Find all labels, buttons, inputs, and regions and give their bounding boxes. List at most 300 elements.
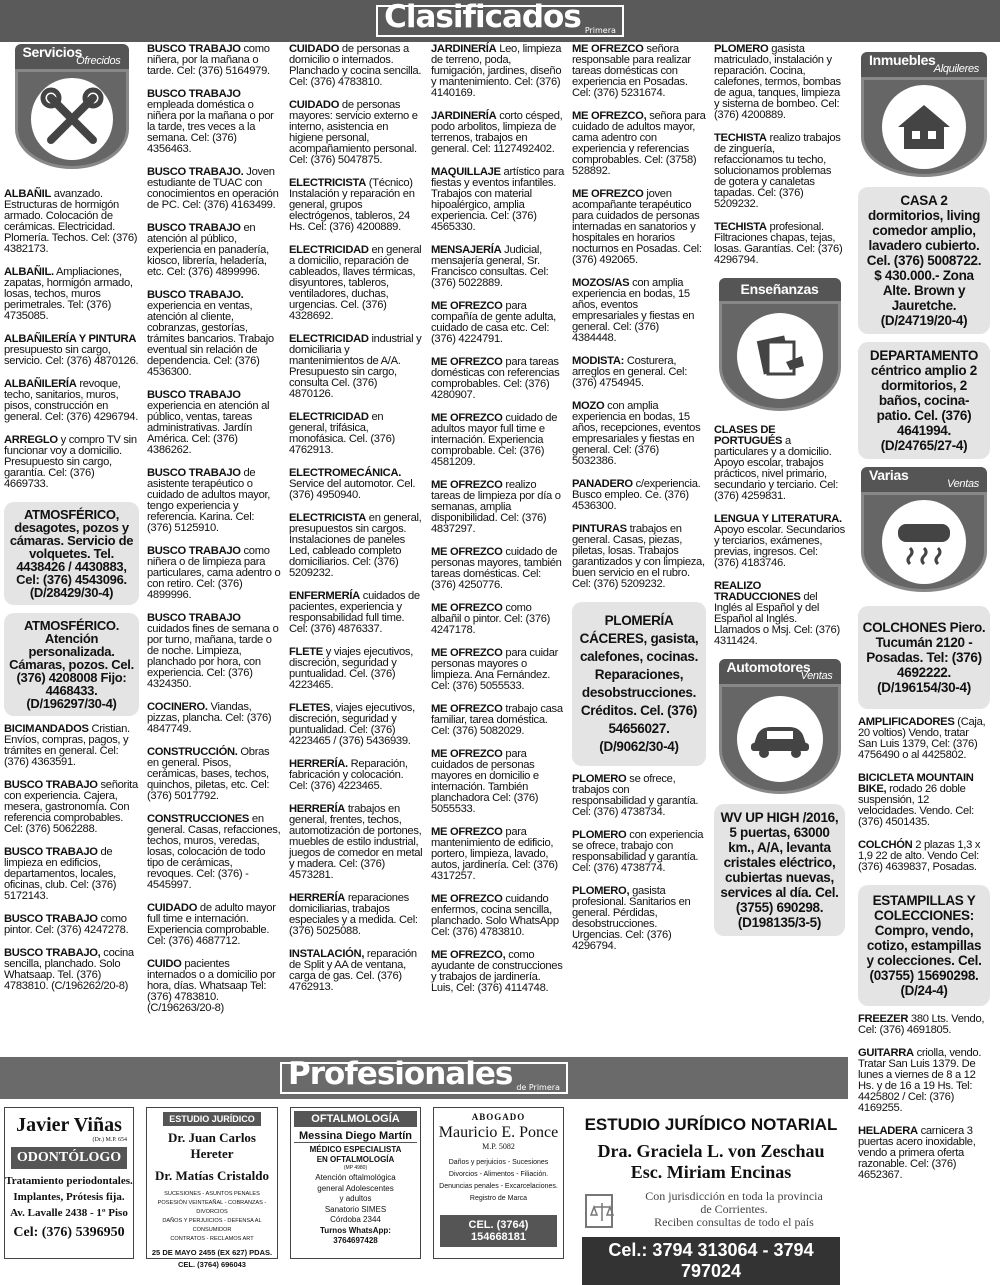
- classified-ad: [289, 178, 423, 233]
- inmuebles-badge: [861, 52, 987, 177]
- ad-heading: ALBAÑILERÍA: [4, 378, 77, 390]
- ad-body: señora responsable para realizar tareas domésticas con experiencia en Posadas. Cel: (376) 5231674.: [572, 43, 691, 99]
- classified-ad: [147, 167, 281, 211]
- ads-list: [4, 724, 139, 992]
- ad-heading: CUIDADO: [289, 99, 340, 111]
- prof-header: ABOGADO: [471, 1112, 526, 1122]
- ad-body: pacientes internados o a domicilio por hora, días. Whatsaap Tel: (376) 4783810. (C/196263/20-8): [147, 958, 276, 1014]
- ad-body: de limpieza en edificios, departamentos, locales, oficinas, club. Cel: (376) 5172143.: [4, 846, 117, 902]
- classified-ad: [147, 44, 281, 77]
- classified-ad: [431, 413, 564, 468]
- prof-line: Córdoba 2344: [330, 1215, 381, 1224]
- ad-body: y compro TV sin funcionar voy a domicilio. Presupuesto sin cargo, garantía. Cel: (376) 4669733.: [4, 434, 137, 490]
- classified-ad: [431, 44, 564, 99]
- ad-heading: CONSTRUCCIÓN.: [147, 746, 238, 758]
- ad-body: en general, trifásica, monofásica. Cel. (376) 4762913.: [289, 411, 395, 456]
- ad-body: Service del automotor. Cel. (376) 4950940.: [289, 478, 416, 501]
- ad-body: reparaciones domiciliarias, trabajos especiales y a medida. Cel: (376) 5025088.: [289, 892, 418, 937]
- prof-phone: Cel.: 3794 313064 - 3794 797024: [582, 1237, 840, 1285]
- ad-body: revoque, techo, sanitarios, muros, pisos, construcción en general. Cel: (376) 4296794.: [4, 378, 139, 423]
- prof-card-abogado: [433, 1107, 564, 1259]
- ad-heading: HELADERA: [858, 1125, 918, 1137]
- ad-heading: ME OFREZCO,: [572, 110, 647, 122]
- ad-body: Obras en general. Pisos, cerámicas, bases, techos, quinchos, piletas, etc. Cel: (376) 5017792.: [147, 746, 270, 802]
- prof-header: ESTUDIO JURÍDICO NOTARIAL: [584, 1115, 838, 1134]
- ad-heading: JARDINERÍA: [431, 43, 497, 55]
- automotores-badge: [719, 659, 841, 794]
- prof-name: Javier Viñas: [16, 1114, 122, 1136]
- ad-heading: BUSCO TRABAJO,: [4, 947, 101, 959]
- ad-body: Leo, limpieza de terreno, poda, fumigación, jardines, diseño y mantenimiento. Cel: (376) 4140169.: [431, 43, 562, 99]
- prof-registration: (MP 4980): [343, 1165, 368, 1171]
- ads-list: [289, 44, 423, 993]
- prof-phone: Cel: (376) 5396950: [13, 1225, 125, 1240]
- classified-ad: [147, 814, 281, 891]
- ad-heading: CUIDADO: [289, 43, 340, 55]
- ad-heading: FREEZER: [858, 1013, 909, 1025]
- prof-line: y adultos: [339, 1194, 372, 1203]
- ad-body: cuidado de adultos mayor full time e internación. Experiencia comprobable. Cel: (376) 4581209.: [431, 412, 558, 468]
- prof-name: Mauricio E. Ponce: [438, 1124, 559, 1141]
- ad-body: de personas mayores: servicio externo e interno, asistencia en higiene personal, acompañamiento personal. Cel: (376) 5047875.: [289, 99, 418, 166]
- classified-ad: [289, 334, 423, 400]
- classified-ad: [431, 704, 564, 737]
- servicios-badge: [15, 44, 129, 169]
- prof-line: MÉDICO ESPECIALISTA: [309, 1145, 402, 1154]
- prof-line: Reciben consultas de todo el país: [654, 1214, 814, 1229]
- classified-ad: [289, 412, 423, 456]
- ad-heading: ARREGLO: [4, 434, 58, 446]
- ad-heading: LENGUA Y LITERATURA.: [714, 513, 842, 525]
- prof-title: ODONTÓLOGO: [11, 1147, 127, 1169]
- ad-body: a particulares y a domicilio. Apoyo escolar, trabajos prácticos, nivel primario, secundario y terciario. Cel: (376) 4259831.: [714, 435, 839, 502]
- ad-body: avanzado. Estructuras de hormigón armado. Colocación de cerámicas. Electricidad. Plomería. Techos. Cel: (376) 4382173.: [4, 188, 138, 255]
- classified-ad: [289, 759, 423, 792]
- section-title: Clasificados: [384, 0, 581, 35]
- ad-heading: ME OFREZCO: [431, 546, 503, 558]
- ad-heading: ALBAÑILERÍA Y PINTURA: [4, 333, 137, 345]
- ads-list: [858, 1014, 990, 1181]
- classified-ad: [4, 334, 139, 367]
- ad-body: de asistente terapéutico o cuidado de adultos mayor, tengo experiencia y referencia. Karina. Cel: (376) 5125910.: [147, 467, 271, 534]
- classified-ad: [147, 546, 281, 601]
- ad-body: Cristian. Envíos, compras, pagos, y trámites en general. Cel: (376) 4363591.: [4, 723, 130, 768]
- ad-heading: ME OFREZCO: [431, 412, 503, 424]
- prof-phone: CEL. (3764) 154668181: [440, 1215, 557, 1247]
- classified-ad: [572, 524, 706, 590]
- ad-body: como pintor. Cel: (376) 4247278.: [4, 913, 129, 936]
- varias-badge: [861, 467, 987, 592]
- ad-heading: ME OFREZCO: [431, 647, 503, 659]
- classified-ad: [431, 480, 564, 535]
- profesionales-title-frame: [280, 1056, 568, 1094]
- ad-body: profesional. Filtraciones chapas, tejas, losas. Garantías. Cel: (376) 4296794.: [714, 221, 843, 266]
- classified-ad: [714, 222, 845, 266]
- classified-ad: [572, 830, 706, 874]
- ad-heading: COCINERO.: [147, 701, 208, 713]
- ad-heading: REALIZO TRADUCCIONES: [714, 580, 801, 603]
- classified-ad: [4, 724, 139, 768]
- ad-heading: GUITARRA: [858, 1047, 914, 1059]
- ad-body: de personas a domicilio o internados. Planchado y cocina sencilla. Cel: (376) 4783810.: [289, 43, 422, 88]
- ad-body: en general. Casas, refacciones, techos, muros, veredas, losas, colocación de todo tipo de cerámicas, revoques. Cel: (376) - 4545997.: [147, 813, 281, 891]
- ad-body: Reparación, fabricación y colocación. Cel: (376) 4223465.: [289, 758, 408, 792]
- ad-body: de adulto mayor full time e internación. Experiencia comprobable. Cel: (376) 4687712.: [147, 902, 276, 947]
- classified-ad: [289, 245, 423, 322]
- ad-body: experiencia en atención al público, ventas, tareas administrativas. Jardín América. Cel: (376) 4386262.: [147, 400, 270, 456]
- classified-ad: [714, 514, 845, 569]
- ad-body: como niñera o de limpieza para particulares, cama adentro o con retiro. Cel: (376) 4899996.: [147, 545, 281, 601]
- ad-body: rodado 26 doble suspensión, 12 velocidades. Vendo. Cel: (376) 4501435.: [858, 783, 974, 828]
- ad-body: realizo trabajos de zinguería, refaccionamos tu techo, solucionamos problemas de gotera y canaletas tapadas. Cel: (376) 5209232.: [714, 132, 841, 210]
- ad-heading: TECHISTA: [714, 132, 767, 144]
- ad-heading: HERRERÍA.: [289, 758, 348, 770]
- header-band: [0, 0, 1000, 42]
- classified-ad: [431, 749, 564, 815]
- column-5: [572, 44, 706, 964]
- classified-ad: [431, 603, 564, 636]
- classified-ad: [714, 44, 845, 121]
- classified-ad: [431, 648, 564, 692]
- classified-ad: [572, 356, 706, 389]
- classified-ad: [147, 959, 281, 1014]
- prof-line: Con jurisdicción en toda la provincia: [645, 1188, 823, 1203]
- ad-body: con amplia experiencia en bodas, 15 años, recepciones, eventos empresariales y fiestas en general. Cel: (376) 5032386.: [572, 400, 701, 467]
- ad-heading: ELECTROMECÁNICA.: [289, 467, 402, 479]
- profesionales-band: [0, 1057, 848, 1099]
- prof-line: Atención oftalmológica: [315, 1173, 396, 1182]
- ad-heading: PLOMERO: [714, 43, 769, 55]
- ad-heading: BUSCO TRABAJO: [4, 779, 98, 791]
- classified-ad: [431, 894, 564, 938]
- badge-tab: Enseñanzas: [719, 278, 841, 301]
- badge-tab: Inmuebles Alquileres: [861, 52, 987, 77]
- house-icon: [861, 77, 987, 177]
- ad-heading: COLCHÓN: [858, 839, 913, 851]
- prof-line: Sanatorio SIMES: [324, 1204, 387, 1214]
- prof-registration: M.P. 5082: [482, 1142, 515, 1151]
- classified-ad: [147, 223, 281, 278]
- column-1: [4, 44, 139, 1004]
- ad-body: Apoyo escolar. Secundarios y terciarios, exámenes, previas, ingresos. Cel: (376) 4183746.: [714, 524, 845, 569]
- ad-body: Costurera, arreglos en general. Cel: (376) 4754945.: [572, 355, 688, 389]
- prof-name: Dra. Graciela L. von Zeschau: [597, 1141, 825, 1161]
- ad-body: c/experiencia. Busco empleo. Ce. (376) 4536300.: [572, 478, 701, 512]
- ad-body: gasista matriculado, instalación y reparación. Cocina, calefones, termos, bombas de agua, tanques, limpieza y sisterna de bombeo. Cel: (376) 4200889.: [714, 43, 841, 121]
- classified-ad: [4, 435, 139, 490]
- ad-heading: ME OFREZCO: [431, 356, 503, 368]
- ad-body: corto césped, podo arbolitos, limpieza de terrenos, trabajos en general. Cel: 1127492402.: [431, 110, 563, 155]
- prof-card-estudio-juridico: [146, 1107, 278, 1269]
- ad-body: cuidados fines de semana o por turno, mañana, tarde o de noche. Limpieza, planchado por hora, con experiencia. Cel: (376) 4324350.: [147, 623, 279, 690]
- ad-heading: BUSCO TRABAJO: [147, 389, 241, 401]
- ad-heading: ELECTRICISTA: [289, 177, 366, 189]
- ad-body: con amplia experiencia en bodas, 15 años, eventos empresariales y fiestas en general. Cel: (376) 4384448.: [572, 277, 695, 344]
- ad-body: Judicial, mensajería general, Sr. Francisco consultas. Cel: (376) 5022889.: [431, 244, 549, 289]
- ad-body: y viajes ejecutivos, discreción, seguridad y puntualidad. Cel. (376) 4223465.: [289, 646, 414, 691]
- ad-body: señorita con experiencia. Cajera, mesera, gastronomía. Con referencia comprobables. Cel: (376) 5062288.: [4, 779, 138, 835]
- ad-body: experiencia en ventas, atención al cliente, cobranzas, gestorías, trámites bancarios. Trabajo eventual sin relación de dependencia. Cel: (376) 4536300.: [147, 300, 274, 378]
- classified-ad: [4, 948, 139, 992]
- ad-heading: ME OFREZCO: [431, 748, 503, 760]
- classified-ad: [572, 886, 706, 952]
- ads-list: [4, 189, 139, 490]
- classified-ad: [858, 1126, 990, 1181]
- ads-list: [714, 425, 845, 647]
- boxed-ad: WV UP HIGH /2016, 5 puertas, 63000 km., A/A, levanta cristales eléctrico, cubiertas nuevas, services al día. Cel. (3755) 690298. (D198135/3-5): [714, 804, 845, 936]
- column-4: [431, 44, 564, 1006]
- classified-ad: [858, 717, 990, 761]
- ad-heading: BUSCO TRABAJO: [4, 913, 98, 925]
- ad-heading: CLASES DE PORTUGUÉS: [714, 424, 783, 447]
- ad-heading: BUSCO TRABAJO: [147, 43, 241, 55]
- ad-heading: ALBAÑIL.: [4, 266, 54, 278]
- boxed-ad: ESTAMPILLAS Y COLECCIONES: Compro, vendo, cotizo, estampillas y colecciones. Cel. (03755) 15690298. (D/24-4): [858, 885, 990, 1006]
- classified-ad: [4, 379, 139, 423]
- section-subtitle: Primera: [584, 26, 616, 35]
- prof-header: ESTUDIO JURÍDICO: [163, 1112, 261, 1126]
- prof-name: Dr. Matías Cristaldo: [155, 1168, 269, 1183]
- badge-tab: Automotores Ventas: [719, 659, 841, 684]
- classified-ad: [147, 903, 281, 947]
- ad-heading: ME OFREZCO: [431, 300, 503, 312]
- ad-body: (Técnico) Instalación y reparación en general, grupos electrógenos, tableros, 24 Hs. Cel: (376) 4200889.: [289, 177, 415, 233]
- prof-line: DAÑOS Y PERJUICIOS - DEFENSA AL CONSUMIDOR: [162, 1218, 262, 1233]
- column-2: [147, 44, 281, 1026]
- prof-line: Divorcios - Alimentos - Filiación.: [448, 1171, 549, 1178]
- ad-body: cocina sencilla, planchado. Solo Whatsaap. Tel. (376) 4783810. (C/196262/20-8): [4, 947, 134, 992]
- prof-address: 25 DE MAYO 2455 (EX 627) PDAS.: [151, 1248, 273, 1257]
- ad-body: carnicera 3 puertas acero inoxidable, vendo a primera oferta razonable. Cel: (376) 4652367.: [858, 1125, 976, 1181]
- ad-heading: ME OFREZCO: [572, 43, 644, 55]
- ads-list: [572, 774, 706, 952]
- ad-heading: ENFERMERÍA: [289, 590, 360, 602]
- ad-heading: BUSCO TRABAJO.: [147, 166, 244, 178]
- ad-heading: BUSCO TRABAJO: [147, 545, 241, 557]
- ad-heading: CUIDO: [147, 958, 182, 970]
- classified-ad: [572, 479, 706, 512]
- ad-heading: PLOMERO,: [572, 885, 630, 897]
- prof-phone: CEL. (3764) 696043: [178, 1260, 246, 1269]
- classified-ad: [714, 133, 845, 210]
- ad-heading: ALBAÑIL: [4, 188, 51, 200]
- column-6: [714, 44, 845, 944]
- prof-registration: (Dr.) M.P. 654: [92, 1137, 127, 1143]
- classified-ad: [572, 278, 706, 344]
- classified-ad: [289, 949, 423, 993]
- ad-heading: FLETE: [289, 646, 323, 658]
- ad-heading: ME OFREZCO: [431, 479, 503, 491]
- classified-ad: [431, 357, 564, 401]
- ensenanzas-badge: [719, 278, 841, 411]
- ads-list: [147, 44, 281, 1014]
- prof-card-odontologo: [4, 1107, 134, 1259]
- classified-ad: [289, 513, 423, 579]
- boxed-ad: COLCHONES Piero. Tucumán 2120 - Posadas. Tel: (376) 4692222. (D/196154/30-4): [858, 606, 990, 709]
- ad-heading: ME OFREZCO: [431, 602, 503, 614]
- classified-ad: [289, 804, 423, 881]
- prof-card-notarial: [576, 1107, 846, 1281]
- ad-heading: ELECTRICIDAD: [289, 244, 369, 256]
- ad-body: en general, presupuestos sin cargos. Instalaciones de paneles Led, cableado completo domiciliarios. Cel: (376) 5209232.: [289, 512, 422, 579]
- classified-ad: [572, 774, 706, 818]
- prof-line: general Adolescentes: [317, 1183, 394, 1193]
- ad-body: trabajos en general. Casas, piezas, piletas, losas. Trabajos garantizados y con limpieza, buen servicio en el rubro. Cel: (376) 5209232.: [572, 523, 705, 590]
- prof-line: POSESIÓN VEINTEAÑAL - COBRANZAS - DIVORCIOS: [157, 1200, 267, 1215]
- ad-body: para mantenimiento de edificio, portero, limpieza, lavado, autos, jardinería. Cel: (376) 4317257.: [431, 826, 558, 882]
- ad-body: artístico para fiestas y eventos infantiles. Trabajos con material hipoalérgico, amplia experiencia. Cel: (376) 4565330.: [431, 166, 565, 233]
- ad-heading: CUIDADO: [147, 902, 198, 914]
- prof-phone: 3764697428: [333, 1236, 378, 1245]
- prof-line: de Corrientes.: [700, 1201, 768, 1216]
- classified-ad: [4, 914, 139, 936]
- ad-body: para compañía de gente adulta, cuidado de casa etc. Cel: (376) 4224791.: [431, 300, 556, 345]
- ad-heading: ME OFREZCO,: [431, 949, 506, 961]
- column-7: [858, 44, 990, 1193]
- classified-ad: [289, 591, 423, 635]
- ad-heading: TECHISTA: [714, 221, 767, 233]
- ad-heading: ME OFREZCO: [431, 826, 503, 838]
- ads-list: [431, 44, 564, 994]
- classified-ad: [289, 100, 423, 166]
- section-title: Profesionales: [288, 1056, 513, 1092]
- ad-heading: ME OFREZCO: [572, 188, 644, 200]
- classified-ad: [431, 950, 564, 994]
- header-title-frame: [376, 0, 624, 37]
- prof-line: Tratamiento periodontales.: [5, 1175, 133, 1187]
- prof-line: Daños y perjuicios - Sucesiones: [448, 1159, 549, 1166]
- boxed-ad: ATMOSFÉRICO, desagotes, pozos y cámaras. Servicio de volquetes. Tel. 4438426 / 4430883, Cel: (376) 4543096. (D/28429/30-4): [4, 502, 139, 605]
- prof-name: Messina Diego Martín: [294, 1130, 417, 1143]
- ad-body: Viandas, pizzas, plancha. Cel: (376) 4847749.: [147, 701, 272, 735]
- ad-heading: ME OFREZCO: [431, 893, 503, 905]
- prof-card-oftalmologia: [290, 1107, 421, 1259]
- ad-heading: PANADERO: [572, 478, 633, 490]
- ad-body: cuidado de personas mayores, también tareas domésticas. Cel: (376) 4250776.: [431, 546, 562, 591]
- ad-heading: BUSCO TRABAJO: [147, 612, 241, 624]
- prof-line: Denuncias penales - Excarcelaciones.: [439, 1183, 558, 1190]
- prof-line: SUCESIONES - ASUNTOS PENALES: [164, 1191, 260, 1197]
- ad-body: trabajo casa familiar, tarea doméstica. Cel: (376) 5082029.: [431, 703, 563, 737]
- ads-list: [858, 717, 990, 873]
- classified-ad: [431, 111, 564, 155]
- classified-ad: [147, 613, 281, 690]
- classified-ad: [147, 390, 281, 456]
- ad-heading: BICICLETA MOUNTAIN BIKE,: [858, 772, 974, 795]
- prof-header: OFTALMOLOGÍA: [294, 1111, 417, 1127]
- ad-heading: FLETES: [289, 702, 331, 714]
- ad-heading: MAQUILLAJE: [431, 166, 501, 178]
- boxed-ad: CASA 2 dormitorios, living comedor amplio, lavadero cubierto. Cel. (376) 5008722. $ 430.000.- Zona Alte. Brown y Jauretche. (D/24719/20-4): [858, 187, 990, 334]
- ad-heading: BUSCO TRABAJO: [147, 467, 241, 479]
- classified-ad: [147, 89, 281, 155]
- ad-body: joven acompañante terapéutico para cuidados de personas internadas en sanatorios y hospitales en horarios nocturnos en Posadas. Cel: (376) 492065.: [572, 188, 702, 266]
- ad-body: Ampliaciones, zapatas, hormigón armado, losas, techos, muros perimetrales. Tel: (376) 4735085.: [4, 266, 133, 322]
- classified-ad: [289, 44, 423, 88]
- ad-body: (Caja, 20 voltios) Vendo, tratar San Luis 1379, Cel: (376) 4756490 o al 4425802.: [858, 716, 986, 761]
- ad-body: en atención al público, experiencia en panadería, kiosco, librería, heladería, etc. Cel: (376) 4899996.: [147, 222, 269, 278]
- ad-heading: ELECTRICIDAD: [289, 411, 369, 423]
- ad-body: industrial y domiciliaria y mantenimientos de A/A. Presupuesto sin cargo, consulta Cel. (376) 4870126.: [289, 333, 422, 400]
- classified-ad: [572, 401, 706, 467]
- prof-line: Turnos WhatsApp:: [320, 1225, 391, 1235]
- ad-body: 2 plazas 1,3 x 1,9 22 de alto. Vendo Cel: (376) 4639837, Posadas.: [858, 839, 981, 873]
- teaching-icon: [719, 301, 841, 411]
- ad-body: 380 Lts. Vendo, Cel: (376) 4691805.: [858, 1013, 985, 1036]
- ad-body: realizo tareas de limpieza por día o semanas, amplia disponibilidad. Cel: (376) 4837297.: [431, 479, 561, 535]
- ad-heading: BUSCO TRABAJO: [147, 88, 241, 100]
- classified-ad: [147, 468, 281, 534]
- badge-tab: Varias Ventas: [861, 467, 987, 492]
- classified-ad: [289, 703, 423, 747]
- ads-list: [572, 44, 706, 590]
- column-3: [289, 44, 423, 1005]
- ads-list: [714, 44, 845, 266]
- ad-body: gasista profesional. Sanitarios en general. Pérdidas, desobstrucciones. Urgencias. Cel: (376) 4296794.: [572, 885, 691, 952]
- ad-body: para cuidar personas mayores o limpieza. Ana Fernández. Cel: (376) 5055533.: [431, 647, 559, 692]
- classified-ad: [289, 893, 423, 937]
- ad-heading: PINTURAS: [572, 523, 627, 535]
- tools-icon: [15, 69, 129, 169]
- section-subtitle: de Primera: [516, 1083, 560, 1092]
- classified-ad: [431, 547, 564, 591]
- ad-body: empleada doméstica o niñera por la mañana o por la tarde, tres veces a la semana. Cel: (376) 4356463.: [147, 99, 274, 155]
- badge-tab: Servicios Ofrecidos: [15, 44, 129, 69]
- classified-ad: [4, 780, 139, 835]
- ad-body: criolla, vendo. Tratar San Luis 1379. De lunes a viernes de 8 a 12 Hs. y de 16 a 19 Hs. Tel: 4425802 / Cel: (376) 4169255.: [858, 1047, 982, 1114]
- ad-body: como albañil o pintor. Cel: (376) 4247178.: [431, 602, 551, 636]
- ad-heading: PLOMERO: [572, 829, 627, 841]
- boxed-ad: DEPARTAMENTO céntrico amplio 2 dormitorios, 2 baños, cocina-patio. Cel. (376) 4641994. (D/24765/27-4): [858, 342, 990, 459]
- ad-heading: BUSCO TRABAJO.: [147, 289, 244, 301]
- ad-body: cuidados de pacientes, experiencia y responsabilidad full time. Cel: (376) 4876337.: [289, 590, 420, 635]
- classified-ad: [289, 468, 423, 501]
- classified-ad: [289, 647, 423, 691]
- prof-line: EN OFTALMOLOGÍA: [316, 1155, 395, 1164]
- classified-ad: [431, 167, 564, 233]
- ad-body: del Inglés al Español y del Español al Inglés. Llamados o Msj. Cel: (376) 4311424.: [714, 591, 840, 647]
- prof-address: Av. Lavalle 2438 - 1º Piso: [10, 1207, 128, 1219]
- classified-ad: [4, 267, 139, 322]
- classified-ad: [858, 1048, 990, 1114]
- classified-ad: [714, 581, 845, 647]
- prof-name: Dr. Juan Carlos Hereter: [167, 1130, 256, 1161]
- ad-heading: ELECTRICIDAD: [289, 333, 369, 345]
- boxed-ad: PLOMERÍA CÁCERES, gasista, calefones, cocinas. Reparaciones, desobstrucciones. Créditos. Cel. (376) 54656027. (D/9062/30-4): [572, 602, 706, 766]
- classified-ad: [4, 189, 139, 255]
- ad-heading: BICIMANDADOS: [4, 723, 89, 735]
- classified-ad: [147, 702, 281, 735]
- boxed-ad: ATMOSFÉRICO. Atención personalizada. Cámaras, pozos. Cel. (376) 4208008 Fijo: 4468433. (D/196297/30-4): [4, 613, 139, 716]
- ad-heading: INSTALACIÓN,: [289, 948, 365, 960]
- ad-body: como ayudante de construcciones y trabajos de jardinería. Luis, Cel: (376) 4114748.: [431, 949, 563, 994]
- classified-ad: [431, 301, 564, 345]
- classified-ad: [858, 773, 990, 828]
- ad-body: reparación de Split y AA de ventana, carga de gas. Cel. (376) 4762913.: [289, 948, 417, 993]
- car-icon: [719, 684, 841, 794]
- ad-heading: MOZO: [572, 400, 605, 412]
- ad-body: presupuesto sin cargo, servicio. Cel: (376) 4870126.: [4, 344, 139, 367]
- classified-ad: [858, 840, 990, 873]
- ad-heading: MENSAJERÍA: [431, 244, 502, 256]
- ad-heading: MOZOS/AS: [572, 277, 630, 289]
- classified-ad: [572, 111, 706, 177]
- ad-heading: JARDINERÍA: [431, 110, 497, 122]
- ad-heading: HERRERÍA: [289, 892, 346, 904]
- classified-ad: [858, 1014, 990, 1036]
- ad-heading: AMPLIFICADORES: [858, 716, 955, 728]
- ad-body: en general a domicilio, reparación de cableados, llaves térmicas, disyuntores, tableros, ventiladores, duchas, urgencias. Cel. (376) 4328692.: [289, 244, 422, 322]
